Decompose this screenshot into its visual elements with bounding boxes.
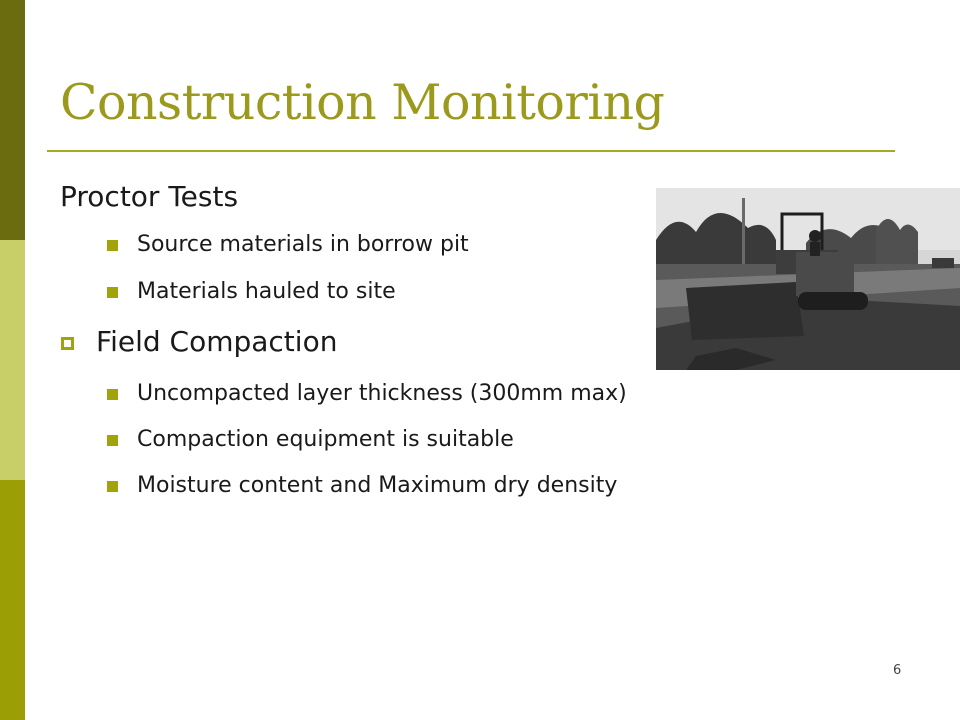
hollow-square-bullet-icon xyxy=(61,337,74,350)
section-heading-field-compaction: Field Compaction xyxy=(96,325,338,358)
side-bar-light xyxy=(0,240,25,480)
bullet-item: Uncompacted layer thickness (300mm max) xyxy=(137,381,627,406)
section-heading-proctor-tests: Proctor Tests xyxy=(60,180,239,213)
bullet-square-icon xyxy=(107,389,118,400)
page-number: 6 xyxy=(893,663,902,678)
side-bar-dark xyxy=(0,0,25,240)
bulldozer-photo xyxy=(656,188,960,370)
bullet-square-icon xyxy=(107,481,118,492)
slide-title: Construction Monitoring xyxy=(60,74,665,131)
bullet-item: Materials hauled to site xyxy=(137,279,396,304)
bullet-square-icon xyxy=(107,240,118,251)
side-bar-mid xyxy=(0,480,25,720)
bullet-item: Compaction equipment is suitable xyxy=(137,427,514,452)
bullet-square-icon xyxy=(107,287,118,298)
bullet-item: Source materials in borrow pit xyxy=(137,232,469,257)
bullet-item: Moisture content and Maximum dry density xyxy=(137,473,618,498)
title-divider xyxy=(47,150,895,152)
bullet-square-icon xyxy=(107,435,118,446)
